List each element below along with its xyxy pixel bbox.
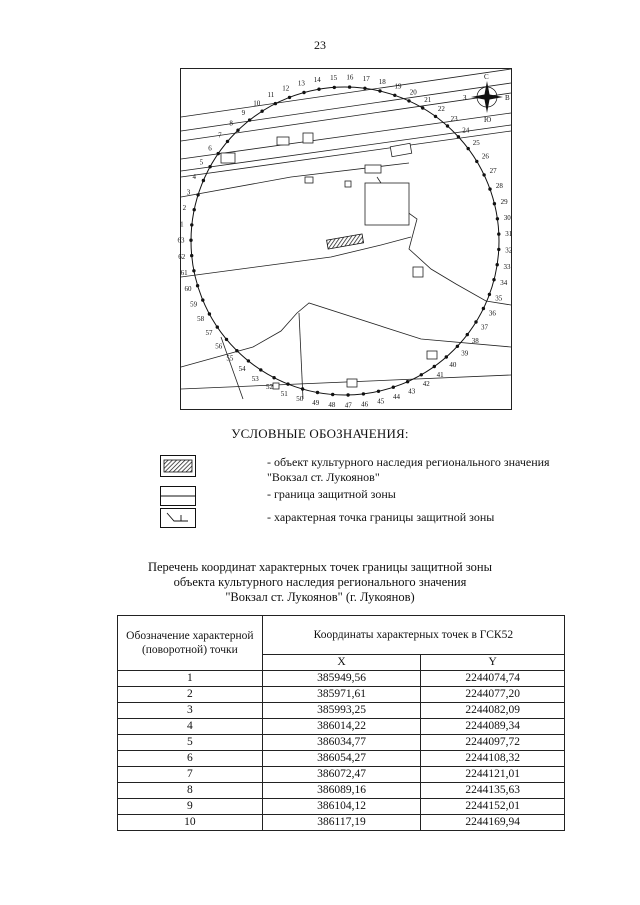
zone-point-label-28: 28 xyxy=(495,182,503,191)
cell-point: 6 xyxy=(118,751,263,767)
zone-point-52 xyxy=(272,376,275,379)
zone-point-label-3: 3 xyxy=(186,188,191,197)
zone-point-label-24: 24 xyxy=(462,126,470,135)
cell-x: 386014,22 xyxy=(262,719,421,735)
zone-point-label-59: 59 xyxy=(190,300,198,309)
coordinates-list-heading xyxy=(0,560,640,605)
cell-point: 4 xyxy=(118,719,263,735)
zone-point-label-22: 22 xyxy=(437,104,445,113)
compass-north: С xyxy=(484,73,489,81)
compass-east: В xyxy=(505,94,510,102)
zone-point-label-30: 30 xyxy=(503,213,511,222)
legend-text-heritage: - объект культурного наследия регионального значения "Вокзал ст. Лукоянов" xyxy=(267,455,550,484)
zone-point-label-49: 49 xyxy=(312,398,320,407)
zone-point-22 xyxy=(434,115,437,118)
zone-point-14 xyxy=(317,88,320,91)
zone-point-26 xyxy=(475,160,478,163)
zone-point-label-14: 14 xyxy=(313,75,321,84)
cell-x: 386034,77 xyxy=(262,735,421,751)
zone-point-37 xyxy=(474,320,477,323)
zone-point-label-12: 12 xyxy=(282,84,290,93)
zone-point-label-62: 62 xyxy=(178,253,186,261)
zone-point-15 xyxy=(333,86,336,89)
zone-point-9 xyxy=(248,118,251,121)
zone-point-label-53: 53 xyxy=(251,374,259,383)
zone-point-label-25: 25 xyxy=(472,139,480,148)
zone-point-43 xyxy=(406,380,409,383)
cell-point: 10 xyxy=(118,815,263,831)
zone-point-8 xyxy=(236,129,239,132)
cell-x: 386054,27 xyxy=(262,751,421,767)
zone-point-28 xyxy=(488,187,491,190)
cell-x: 385949,56 xyxy=(262,671,421,687)
zone-point-59 xyxy=(201,298,204,301)
zone-point-label-37: 37 xyxy=(481,323,488,332)
page-number: 23 xyxy=(314,38,326,52)
zone-point-41 xyxy=(433,365,436,368)
cell-point: 8 xyxy=(118,783,263,799)
zone-point-54 xyxy=(247,359,250,362)
zone-point-11 xyxy=(274,102,277,105)
zone-point-7 xyxy=(226,140,229,143)
zone-point-label-29: 29 xyxy=(500,197,508,206)
zone-point-30 xyxy=(496,217,499,220)
zone-point-label-32: 32 xyxy=(505,246,513,255)
cell-y: 2244074,74 xyxy=(421,671,565,687)
cell-y: 2244169,94 xyxy=(421,815,565,831)
zone-point-55 xyxy=(235,349,238,352)
zone-point-label-56: 56 xyxy=(215,342,223,351)
table-row xyxy=(118,783,565,799)
cell-point: 9 xyxy=(118,799,263,815)
zone-point-label-48: 48 xyxy=(328,401,336,409)
zone-point-label-23: 23 xyxy=(450,115,458,124)
cell-x: 386117,19 xyxy=(262,815,421,831)
boundary-line-icon xyxy=(160,486,196,506)
zone-point-label-31: 31 xyxy=(505,230,513,239)
zone-point-label-36: 36 xyxy=(488,309,496,318)
cell-y: 2244135,63 xyxy=(421,783,565,799)
table-row xyxy=(118,671,565,687)
zone-point-38 xyxy=(466,333,469,336)
cell-point: 7 xyxy=(118,767,263,783)
table-row xyxy=(118,719,565,735)
zone-point-label-51: 51 xyxy=(280,389,288,398)
zone-point-label-6: 6 xyxy=(208,144,212,153)
zone-point-35 xyxy=(488,293,491,296)
zone-point-63 xyxy=(189,239,192,242)
cell-point: 5 xyxy=(118,735,263,751)
zone-point-label-58: 58 xyxy=(197,315,205,324)
zone-point-16 xyxy=(348,85,351,88)
zone-point-3 xyxy=(196,193,199,196)
zone-point-40 xyxy=(445,355,448,358)
zone-point-label-44: 44 xyxy=(393,393,400,402)
point-marker-icon xyxy=(160,508,196,528)
zone-point-label-10: 10 xyxy=(253,99,261,108)
zone-point-10 xyxy=(260,110,263,113)
cell-y: 2244121,01 xyxy=(421,767,565,783)
table-row xyxy=(118,799,565,815)
zone-point-58 xyxy=(208,312,211,315)
zone-point-34 xyxy=(492,278,495,281)
zone-point-60 xyxy=(196,284,199,287)
zone-point-56 xyxy=(225,338,228,341)
zone-point-39 xyxy=(456,345,459,348)
zone-point-label-7: 7 xyxy=(218,131,222,140)
zone-point-label-20: 20 xyxy=(409,88,417,97)
header-coordinates: Координаты характерных точек в ГСК52 xyxy=(262,616,564,655)
header-point: Обозначение характерной (поворотной) точки xyxy=(118,616,263,671)
zone-point-label-16: 16 xyxy=(346,73,354,82)
zone-point-label-40: 40 xyxy=(449,361,457,369)
legend-title: УСЛОВНЫЕ ОБОЗНАЧЕНИЯ: xyxy=(231,426,409,441)
cell-point: 1 xyxy=(118,671,263,687)
zone-point-53 xyxy=(259,368,262,371)
zone-point-20 xyxy=(407,99,410,102)
coordinates-table xyxy=(117,615,565,831)
heading-line-1: Перечень координат характерных точек границы защитной зоны xyxy=(147,560,493,574)
zone-point-23 xyxy=(446,124,449,127)
table-row xyxy=(118,735,565,751)
zone-point-36 xyxy=(482,307,485,310)
zone-point-44 xyxy=(392,386,395,389)
zone-point-label-17: 17 xyxy=(362,74,370,83)
zone-point-1 xyxy=(190,223,193,226)
header-y: Y xyxy=(421,655,565,671)
site-map xyxy=(177,68,513,410)
cell-point: 3 xyxy=(118,703,263,719)
zone-point-label-41: 41 xyxy=(436,371,444,380)
cell-y: 2244082,09 xyxy=(421,703,565,719)
zone-point-51 xyxy=(286,382,289,385)
zone-point-49 xyxy=(316,391,319,394)
zone-point-label-19: 19 xyxy=(394,82,402,91)
zone-point-19 xyxy=(393,94,396,97)
hatched-rect-icon xyxy=(160,455,196,477)
zone-point-62 xyxy=(190,254,193,257)
zone-point-21 xyxy=(421,106,424,109)
zone-point-46 xyxy=(362,392,365,395)
cell-y: 2244108,32 xyxy=(421,751,565,767)
zone-point-label-21: 21 xyxy=(424,95,432,104)
zone-point-label-42: 42 xyxy=(422,379,430,388)
zone-point-label-27: 27 xyxy=(489,167,497,176)
zone-point-48 xyxy=(331,393,334,396)
zone-point-6 xyxy=(217,152,220,155)
table-row xyxy=(118,815,565,831)
zone-point-33 xyxy=(496,263,499,266)
zone-point-4 xyxy=(202,179,205,182)
cell-x: 385993,25 xyxy=(262,703,421,719)
zone-point-label-11: 11 xyxy=(267,91,275,100)
zone-point-5 xyxy=(208,165,211,168)
cell-x: 386089,16 xyxy=(262,783,421,799)
zone-point-label-61: 61 xyxy=(180,269,188,278)
zone-point-18 xyxy=(378,89,381,92)
zone-point-label-15: 15 xyxy=(330,73,338,82)
zone-point-45 xyxy=(377,390,380,393)
zone-point-label-38: 38 xyxy=(471,337,479,346)
zone-point-label-60: 60 xyxy=(184,285,192,294)
table-row xyxy=(118,751,565,767)
legend-text-point: - характерная точка границы защитной зоны xyxy=(267,510,495,524)
zone-point-label-47: 47 xyxy=(344,401,352,410)
table-row xyxy=(118,703,565,719)
zone-point-32 xyxy=(497,248,500,251)
zone-point-label-52: 52 xyxy=(266,383,273,392)
zone-point-label-50: 50 xyxy=(296,395,304,404)
heritage-object-vokzal xyxy=(327,234,364,249)
compass-rose xyxy=(463,73,510,124)
zone-point-27 xyxy=(482,173,485,176)
zone-point-label-26: 26 xyxy=(481,152,489,161)
header-x: X xyxy=(262,655,421,671)
heading-line-3: "Вокзал ст. Лукоянов" (г. Лукоянов) xyxy=(225,590,415,604)
zone-point-label-43: 43 xyxy=(408,387,416,396)
cell-x: 385971,61 xyxy=(262,687,421,703)
zone-point-50 xyxy=(301,387,304,390)
heading-line-2: объекта культурного наследия регионального значения xyxy=(173,575,467,589)
cell-y: 2244152,01 xyxy=(421,799,565,815)
zone-point-label-39: 39 xyxy=(461,349,469,358)
zone-point-label-46: 46 xyxy=(361,400,369,409)
zone-point-label-63: 63 xyxy=(177,236,185,245)
zone-point-label-45: 45 xyxy=(377,397,385,406)
compass-west: З xyxy=(463,94,467,102)
zone-point-label-8: 8 xyxy=(229,119,233,128)
zone-point-2 xyxy=(193,208,196,211)
zone-point-label-1: 1 xyxy=(180,220,184,229)
zone-point-12 xyxy=(288,96,291,99)
legend-text-boundary: - граница защитной зоны xyxy=(267,487,396,501)
zone-point-25 xyxy=(467,147,470,150)
cell-x: 386072,47 xyxy=(262,767,421,783)
zone-point-label-33: 33 xyxy=(503,262,511,271)
zone-point-17 xyxy=(363,87,366,90)
zone-point-label-5: 5 xyxy=(199,158,204,167)
zone-point-31 xyxy=(497,232,500,235)
compass-south: Ю xyxy=(484,116,492,124)
zone-point-label-18: 18 xyxy=(378,77,386,86)
table-row xyxy=(118,687,565,703)
zone-point-29 xyxy=(493,202,496,205)
cell-y: 2244077,20 xyxy=(421,687,565,703)
site-map-drawing xyxy=(177,69,513,410)
zone-point-label-2: 2 xyxy=(182,204,187,213)
zone-point-label-35: 35 xyxy=(495,294,503,303)
zone-point-label-54: 54 xyxy=(238,365,246,374)
zone-point-13 xyxy=(302,91,305,94)
zone-point-label-55: 55 xyxy=(226,354,234,363)
zone-point-label-57: 57 xyxy=(205,329,213,338)
zone-point-label-9: 9 xyxy=(241,108,246,117)
zone-point-42 xyxy=(420,373,423,376)
zone-point-label-4: 4 xyxy=(192,173,196,181)
zone-point-61 xyxy=(192,269,195,272)
table-row xyxy=(118,767,565,783)
cell-point: 2 xyxy=(118,687,263,703)
zone-point-57 xyxy=(216,325,219,328)
cell-x: 386104,12 xyxy=(262,799,421,815)
cell-y: 2244089,34 xyxy=(421,719,565,735)
zone-point-label-34: 34 xyxy=(500,278,508,287)
zone-point-47 xyxy=(346,393,349,396)
zone-point-24 xyxy=(457,135,460,138)
cell-y: 2244097,72 xyxy=(421,735,565,751)
zone-point-label-13: 13 xyxy=(297,79,305,88)
